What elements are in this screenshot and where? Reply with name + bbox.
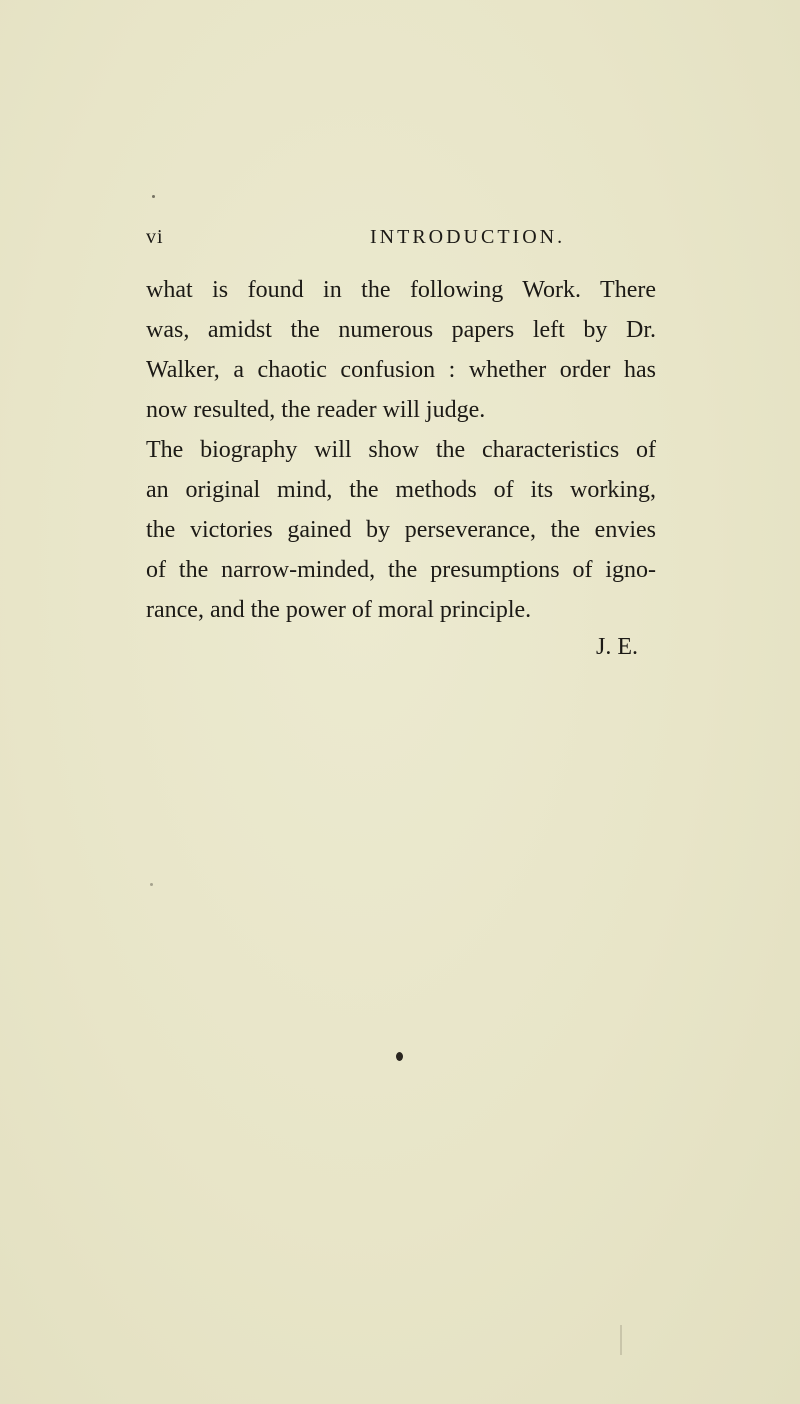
paper-mark (620, 1325, 622, 1355)
text-line: rance, and the power of moral principle. (146, 597, 532, 623)
ink-speck (152, 195, 155, 198)
body-text (146, 270, 656, 630)
text-line: Walker, a chaotic confusion : whether order has (146, 357, 656, 383)
page-number: vi (146, 226, 164, 248)
ink-speck (396, 1052, 403, 1061)
running-head (146, 226, 676, 256)
ink-speck (150, 883, 153, 886)
text-line: now resulted, the reader will judge. (146, 397, 486, 423)
signature: J. E. (596, 634, 638, 660)
text-line: The biography will show the characteristics of (146, 437, 656, 463)
text-line: the victories gained by perseverance, the envies (146, 517, 656, 543)
text-line: what is found in the following Work. There (146, 277, 656, 303)
text-line: of the narrow-minded, the presumptions of igno- (146, 557, 656, 583)
running-head-title: INTRODUCTION. (370, 226, 566, 248)
text-line: was, amidst the numerous papers left by Dr. (146, 317, 656, 343)
text-line: an original mind, the methods of its working, (146, 477, 656, 503)
